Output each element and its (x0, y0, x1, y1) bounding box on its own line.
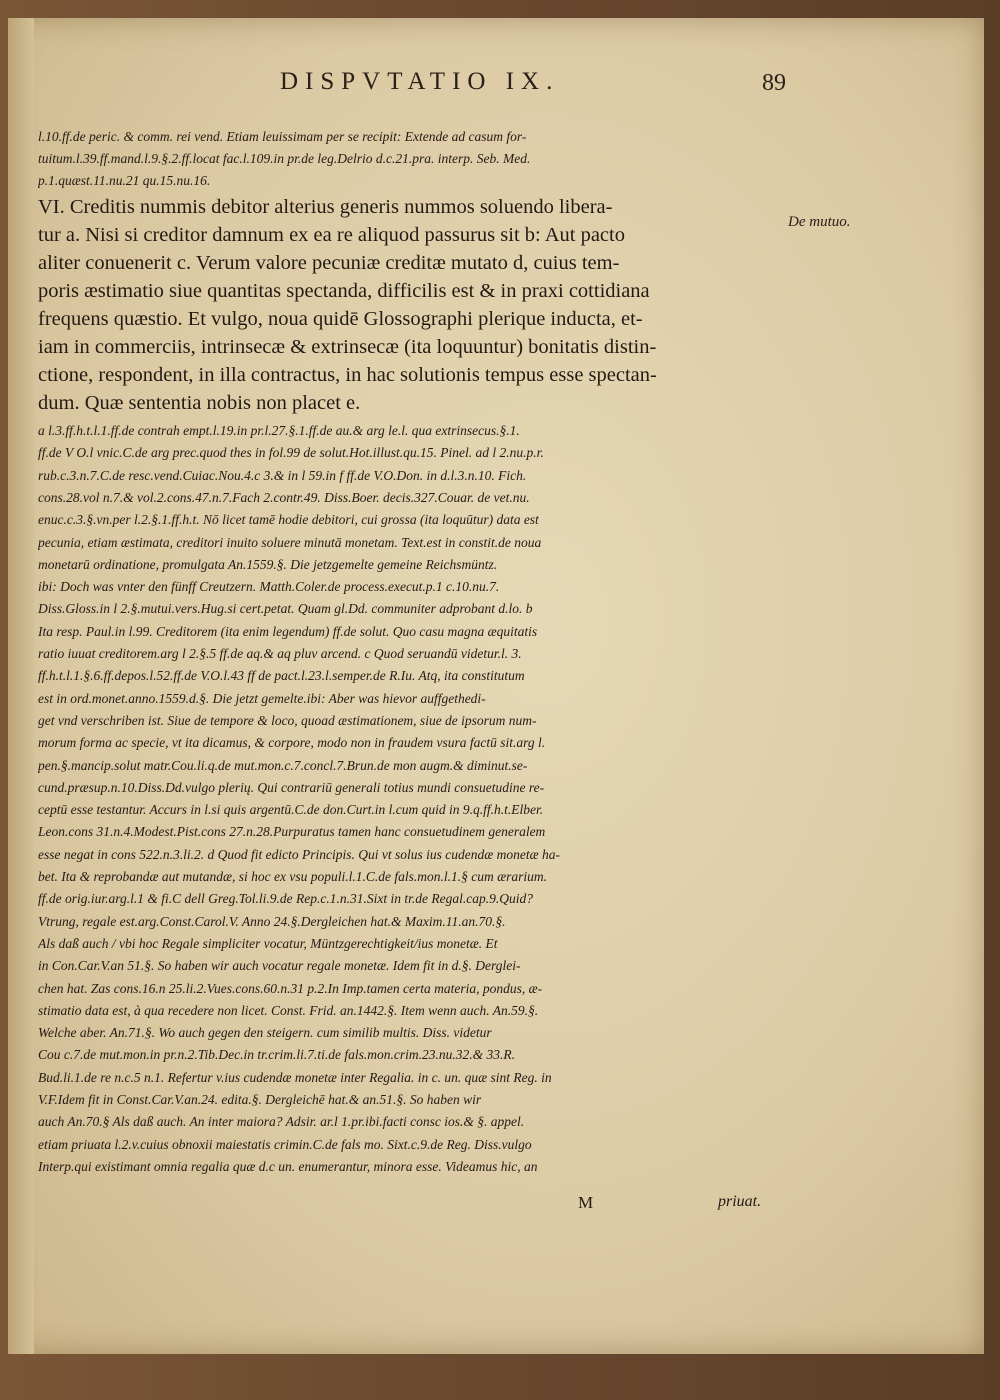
note-text-line: bet. Ita & reprobandæ aut mutandæ, si hoc ex vsu populi.l.1.C.de fals.mon.l.1.§ cum ærarium. (38, 869, 547, 884)
main-text-line: iam in commerciis, intrinsecæ & extrinsecæ (ita loquuntur) bonitatis distin- (38, 336, 657, 358)
note-text-line: etiam priuata l.2.v.cuius obnoxii maiestatis crimin.C.de fals mo. Sixt.c.9.de Reg. Diss.vulgo (38, 1136, 532, 1152)
main-text-line: poris æstimatio siue quantitas spectanda, difficilis est & in praxi cottidiana (38, 280, 650, 302)
note-text-line: p.1.quæst.11.nu.21 qu.15.nu.16. (38, 173, 211, 188)
signature-mark: M (578, 1193, 594, 1212)
note-text-line: ff.de V O.l vnic.C.de arg prec.quod thes in fol.99 de solut.Hot.illust.qu.15. Pinel. ad l 2.nu.p.r. (38, 445, 544, 461)
note-text-line: ratio iuuat creditorem.arg l 2.§.5 ff.de aq.& aq pluv arcend. c Quod seruandū videtur.l. 3. (38, 646, 522, 661)
note-text-line: chen hat. Zas cons.16.n 25.li.2.Vues.cons.60.n.31 p.2.In Imp.tamen certa materia, pondus, æ- (38, 980, 543, 996)
note-text-line: cons.28.vol n.7.& vol.2.cons.47.n.7.Fach 2.contr.49. Diss.Boer. decis.327.Couar. de vet.nu. (38, 489, 530, 505)
note-text-line: rub.c.3.n.7.C.de resc.vend.Cuiac.Nou.4.c 3.& in l 59.in f ff.de V.O.Don. in d.l.3.n.10. Fich. (38, 467, 527, 483)
main-text-line: frequens quæstio. Et vulgo, noua quidē Glossographi plerique inducta, et- (38, 308, 643, 330)
main-text-line: VI. Creditis nummis debitor alterius generis nummos soluendo libera- (38, 196, 613, 218)
note-text-line: auch An.70.§ Als daß auch. An inter maiora? Adsir. ar.l 1.pr.ibi.facti consc ios.& §. appel. (38, 1114, 525, 1130)
note-text-line: pen.§.mancip.solut matr.Cou.li.q.de mut.mon.c.7.concl.7.Brun.de mon augm.& diminut.se- (38, 757, 528, 773)
catchword: priuat. (718, 1193, 762, 1210)
note-text-line: a l.3.ff.h.t.l.1.ff.de contrah empt.l.19.in pr.l.27.§.1.ff.de au.& arg le.l. qua extrinsecus.§.1. (38, 423, 520, 438)
note-text-line: Interp.qui existimant omnia regalia quæ d.c un. enumerantur, minora esse. Videamus hic, an (38, 1158, 538, 1174)
note-text-line: get vnd verschriben ist. Siue de tempore & loco, quoad æstimationem, siue de ipsorum num- (38, 712, 537, 728)
note-text-line: V.F.Idem fit in Const.Car.V.an.24. edita.§. Dergleichē hat.& an.51.§. So haben wir (38, 1092, 482, 1107)
main-text-line: dum. Quæ sententia nobis non placet e. (38, 392, 361, 414)
page-number: 89 (762, 70, 786, 96)
note-text-line: Vtrung, regale est.arg.Const.Carol.V. Anno 24.§.Dergleichen hat.& Maxim.11.an.70.§. (38, 913, 506, 929)
main-text-line: ctione, respondent, in illa contractus, in hac solutionis tempus esse spectan- (38, 364, 657, 386)
note-text-line: Welche aber. An.71.§. Wo auch gegen den steigern. cum similib multis. Diss. videtur (38, 1025, 492, 1041)
note-text-line: esse negat in cons 522.n.3.li.2. d Quod fit edicto Principis. Qui vt solus ius cudendæ monetæ ha- (38, 846, 560, 862)
running-head: DISPVTATIO IX. (280, 68, 560, 95)
note-text-line: monetarū ordinatione, promulgata An.1559.§. Die jetzgemelte gemeine Reichsmüntz. (38, 556, 498, 572)
note-text-line: ff.h.t.l.1.§.6.ff.depos.l.52.ff.de V.O.l.43 ff de pact.l.23.l.semper.de R.Iu. Atq, ita constitutum (38, 668, 525, 684)
margin-note: De mutuo. (788, 214, 851, 230)
note-text-line: l.10.ff.de peric. & comm. rei vend. Etiam leuissimam per se recipit: Extende ad casum for- (38, 129, 527, 144)
main-text-line: tur a. Nisi si creditor damnum ex ea re aliquod passurus sit b: Aut pacto (38, 224, 625, 246)
main-text-line: aliter conuenerit c. Verum valore pecuniæ creditæ mutato d, cuius tem- (38, 252, 620, 274)
note-text-line: Diss.Gloss.in l 2.§.mutui.vers.Hug.si cert.petat. Quam gl.Dd. communiter adprobant d.lo. b (38, 601, 533, 617)
note-text-line: in Con.Car.V.an 51.§. So haben wir auch vocatur regale monetæ. Idem fit in d.§. Derglei- (38, 958, 521, 974)
page-gutter (8, 18, 34, 1354)
note-text-line: enuc.c.3.§.vn.per l.2.§.1.ff.h.t. Nō licet tamē hodie debitori, cui grossa (ita loquūtur) data est (38, 512, 539, 528)
note-text-line: Als daß auch / vbi hoc Regale simpliciter vocatur, Müntzgerechtigkeit/ius monetæ. Et (38, 935, 498, 951)
note-text-line: ceptū esse testantur. Accurs in l.si quis argentū.C.de don.Curt.in l.cum quid in 9.q.ff.h.t.Elber. (38, 802, 544, 818)
note-text-line: Bud.li.1.de re n.c.5 n.1. Refertur v.ius cudendæ monetæ inter Regalia. in c. un. quæ sint Reg. in (38, 1069, 552, 1085)
note-text-line: pecunia, etiam æstimata, creditori inuito soluere minutā monetam. Text.est in constit.de noua (38, 534, 542, 550)
note-text-line: Ita resp. Paul.in l.99. Creditorem (ita enim legendum) ff.de solut. Quo casu magna æquitatis (38, 623, 538, 639)
note-text-line: ff.de orig.iur.arg.l.1 & fi.C dell Greg.Tol.li.9.de Rep.c.1.n.31.Sixt in tr.de Regal.cap.9.Quid? (38, 891, 533, 907)
note-text-line: Cou c.7.de mut.mon.in pr.n.2.Tib.Dec.in tr.crim.li.7.ti.de fals.mon.crim.23.nu.32.& 33.R. (38, 1047, 515, 1063)
note-text-line: stimatio data est, à qua recedere non licet. Const. Frid. an.1442.§. Item wenn auch. An.59.§. (38, 1002, 539, 1018)
note-text-line: Leon.cons 31.n.4.Modest.Pist.cons 27.n.28.Purpuratus tamen hanc consuetudinem generalem (38, 824, 546, 840)
note-text-line: cund.præsup.n.10.Diss.Dd.vulgo plerių. Qui contrariū generali totius mundi consuetudine re- (38, 779, 545, 795)
note-text-line: morum forma ac specie, vt ita dicamus, & corpore, modo non in fraudem vsura factū sit.arg l. (38, 735, 546, 751)
note-text-line: ibi: Doch was vnter den fünff Creutzern. Matth.Coler.de process.execut.p.1 c.10.nu.7. (38, 579, 500, 595)
note-text-line: tuitum.l.39.ff.mand.l.9.§.2.ff.locat fac.l.109.in pr.de leg.Delrio d.c.21.pra. interp. Seb. Med. (38, 151, 531, 166)
note-text-line: est in ord.monet.anno.1559.d.§. Die jetzt gemelte.ibi: Aber was hievor auffgethedi- (38, 690, 486, 706)
